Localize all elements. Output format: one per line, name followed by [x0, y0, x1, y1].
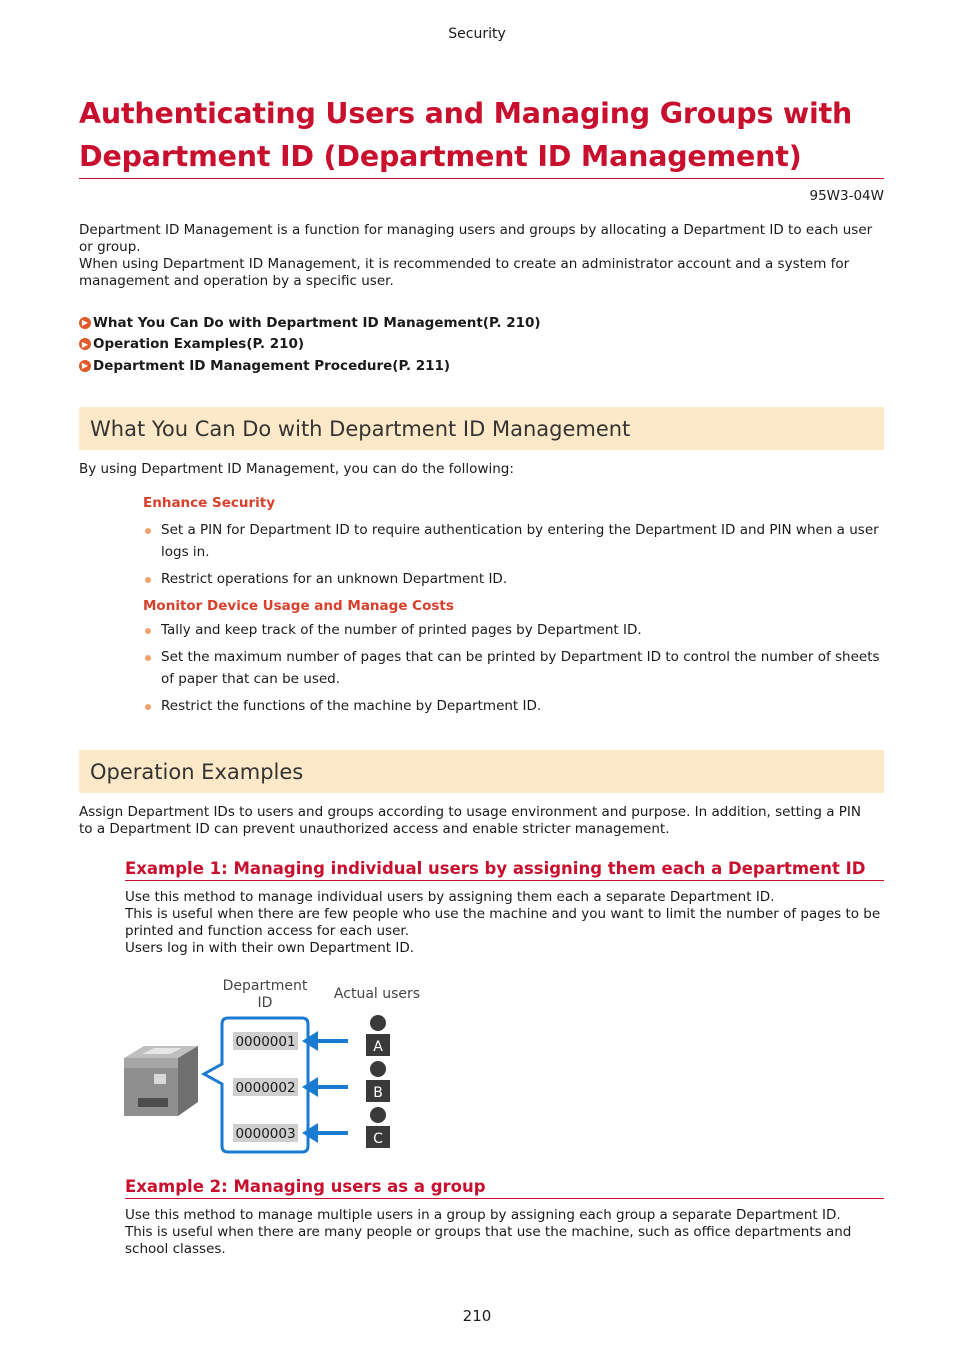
list-item — [143, 569, 884, 591]
diagram-dept-label: ID — [257, 995, 273, 1011]
section-lead — [79, 804, 884, 838]
toc-link-procedure[interactable] — [79, 355, 541, 377]
dept-id-label: 0000001 — [235, 1034, 296, 1050]
department-id-diagram — [120, 970, 440, 1160]
toc-link-label: What You Can Do with Department ID Management(P. 210) — [93, 314, 541, 331]
intro-line: Department ID Management is a function for managing users and groups by allocating a Department ID to each user — [79, 222, 873, 238]
toc-link-what-you-can-do[interactable] — [79, 312, 541, 334]
example-1-heading: Example 1: Managing individual users by assigning them each a Department ID — [125, 859, 884, 881]
toc-link-operation-examples[interactable] — [79, 334, 541, 356]
example-body-line: printed and function access for each user. — [125, 923, 409, 939]
arrow-right-icon: ▶ — [79, 317, 91, 329]
page-title — [79, 92, 884, 178]
list-item — [143, 520, 884, 563]
list-item-line: Restrict operations for an unknown Department ID. — [161, 571, 508, 587]
example-body-line: This is useful when there are few people who use the machine and you want to limit the number of pages to be — [125, 906, 881, 922]
diagram-users-label: Actual users — [333, 986, 421, 1002]
intro-line: When using Department ID Management, it is recommended to create an administrator account and a system for — [79, 256, 850, 272]
running-header: Security — [448, 26, 506, 42]
intro-paragraph — [79, 222, 884, 290]
section-heading: What You Can Do with Department ID Management — [90, 417, 631, 441]
arrow-right-icon: ▶ — [79, 338, 91, 350]
section-heading-band — [79, 407, 884, 450]
dept-id-label: 0000002 — [235, 1080, 296, 1096]
diagram-dept-label: Department — [222, 978, 308, 994]
feature-group-title: Monitor Device Usage and Manage Costs — [143, 597, 454, 614]
toc-link-label: Department ID Management Procedure(P. 211) — [93, 357, 451, 374]
list-item-line: Set the maximum number of pages that can be printed by Department ID to control the number of sheets — [161, 649, 880, 665]
section-lead-line: to a Department ID can prevent unauthorized access and enable stricter management. — [79, 821, 670, 837]
feature-list — [143, 495, 884, 718]
section-lead: By using Department ID Management, you can do the following: — [79, 461, 514, 477]
dept-id-label: 0000003 — [235, 1126, 296, 1142]
example-body-line: This is useful when there are many people or groups that use the machine, such as office departments and — [125, 1224, 852, 1240]
section-heading: Operation Examples — [90, 760, 304, 784]
toc-link-label: Operation Examples(P. 210) — [93, 336, 305, 353]
list-item — [143, 696, 884, 718]
list-item-line: Tally and keep track of the number of printed pages by Department ID. — [161, 621, 642, 638]
table-of-contents — [79, 312, 541, 377]
page-title-line: Department ID (Department ID Management) — [79, 140, 802, 173]
example-body-line: school classes. — [125, 1241, 226, 1257]
page-number: 210 — [462, 1307, 492, 1325]
example-2-body — [125, 1207, 884, 1258]
example-body-line: Users log in with their own Department ID. — [125, 940, 415, 956]
arrow-right-icon: ▶ — [79, 360, 91, 372]
list-item-line: Set a PIN for Department ID to require authentication by entering the Department ID and PIN when a user — [161, 522, 879, 538]
bullet-list — [143, 520, 884, 591]
example-1-body — [125, 889, 884, 957]
list-item-line: of paper that can be used. — [161, 670, 341, 687]
user-letter: A — [373, 1039, 383, 1055]
intro-line: or group. — [79, 239, 141, 255]
intro-line: management and operation by a specific user. — [79, 273, 394, 289]
list-item — [143, 620, 884, 642]
example-2-heading: Example 2: Managing users as a group — [125, 1177, 884, 1199]
document-code: 95W3-04W — [809, 188, 884, 204]
example-body-line: Use this method to manage multiple users in a group by assigning each group a separate Department ID. — [125, 1207, 841, 1223]
feature-group-title: Enhance Security — [143, 495, 276, 511]
list-item-line: Restrict the functions of the machine by Department ID. — [161, 698, 542, 714]
section-heading-band — [79, 750, 884, 793]
example-body-line: Use this method to manage individual users by assigning them each a separate Department ID. — [125, 889, 775, 905]
user-letter: C — [373, 1131, 383, 1147]
page-title-line: Authenticating Users and Managing Groups with — [79, 97, 853, 130]
bullet-list — [143, 620, 884, 718]
printer-icon — [124, 1046, 198, 1116]
title-divider — [79, 178, 884, 179]
user-letter: B — [373, 1085, 383, 1101]
list-item-line: logs in. — [161, 543, 210, 560]
section-lead-line: Assign Department IDs to users and groups according to usage environment and purpose. In addition, setting a PIN — [79, 804, 861, 820]
list-item — [143, 647, 884, 690]
